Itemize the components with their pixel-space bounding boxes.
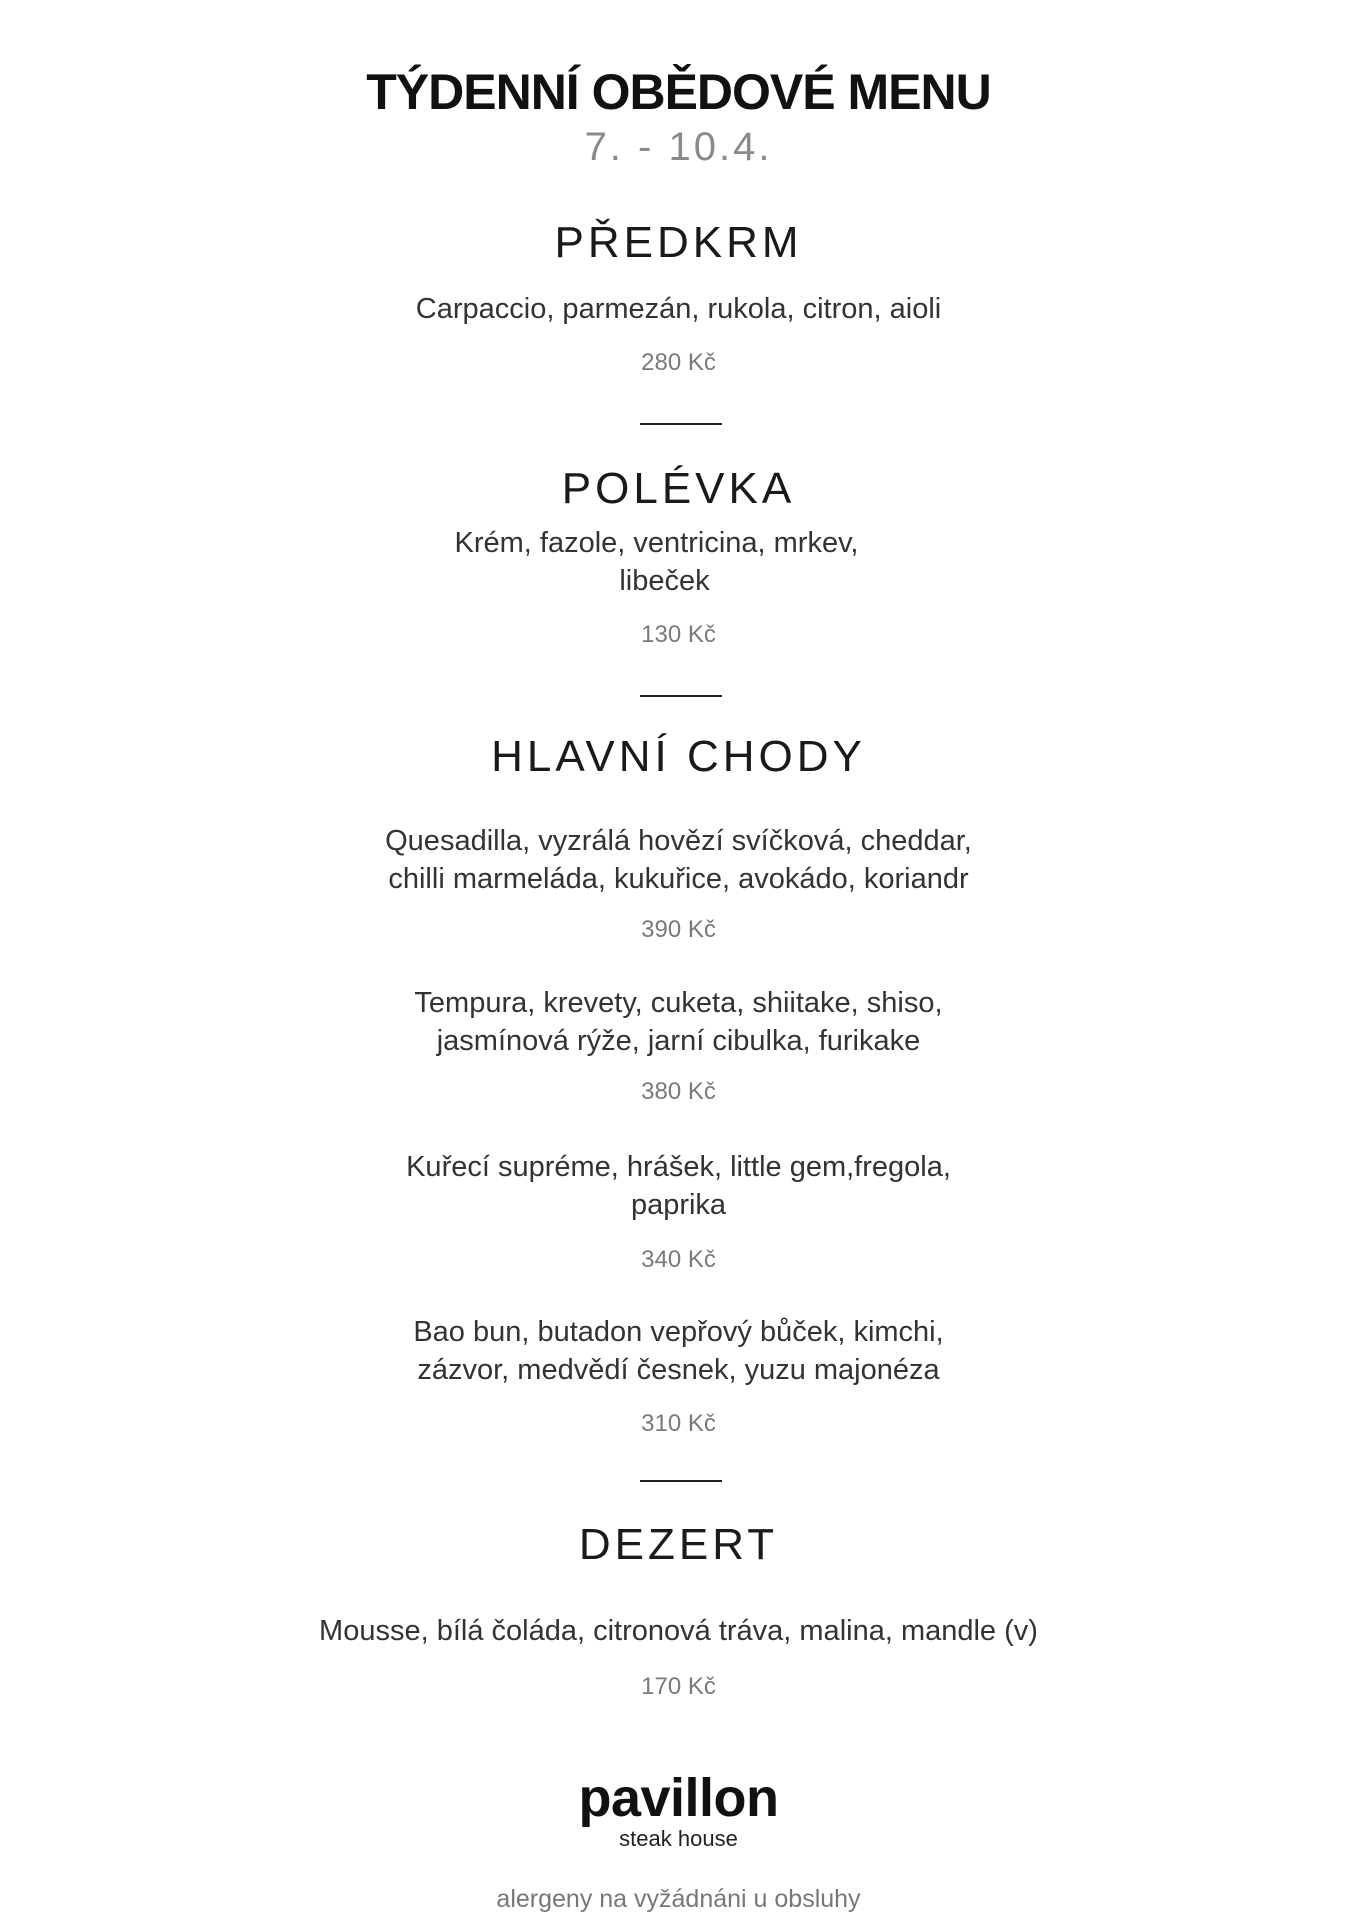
brand-logo-subtitle: steak house (619, 1826, 738, 1851)
dish-main-1-line2: chilli marmeláda, kukuřice, avokádo, koriandr (388, 863, 969, 895)
dish-main-4-line1: Bao bun, butadon vepřový bůček, kimchi, (413, 1316, 944, 1348)
menu-title: TÝDENNÍ OBĚDOVÉ MENU (366, 64, 991, 120)
dish-main-2-line2: jasmínová rýže, jarní cibulka, furikake (436, 1025, 921, 1057)
brand-logo: pavillon (578, 1768, 779, 1828)
menu-date: 7. - 10.4. (584, 125, 773, 169)
section-divider (640, 423, 722, 425)
dish-main-2-line1: Tempura, krevety, cuketa, shiitake, shiso, (414, 987, 943, 1019)
dish-soup-1-line1: Krém, fazole, ventricina, mrkev, (454, 527, 859, 559)
section-heading-mains: HLAVNÍ CHODY (491, 732, 866, 781)
section-divider (640, 695, 722, 697)
dish-starter-1: Carpaccio, parmezán, rukola, citron, aioli (415, 293, 942, 325)
price-main-3: 340 Kč (641, 1246, 716, 1273)
section-heading-soup: POLÉVKA (561, 464, 796, 513)
dish-main-3-line2: paprika (630, 1189, 727, 1221)
section-divider (640, 1480, 722, 1482)
price-main-2: 380 Kč (641, 1078, 716, 1105)
allergen-note: alergeny na vyžádnáni u obsluhy (496, 1885, 861, 1913)
dish-dessert-1: Mousse, bílá čoláda, citronová tráva, malina, mandle (v) (319, 1615, 1038, 1647)
dish-soup-1-line2: libeček (619, 565, 710, 597)
section-heading-starter: PŘEDKRM (554, 218, 803, 267)
section-heading-dessert: DEZERT (578, 1520, 779, 1569)
price-main-1: 390 Kč (641, 916, 716, 943)
price-main-4: 310 Kč (641, 1410, 716, 1437)
dish-main-3-line1: Kuřecí supréme, hrášek, little gem,fregola, (406, 1151, 951, 1183)
price-soup-1: 130 Kč (641, 621, 716, 648)
dish-main-4-line2: zázvor, medvědí česnek, yuzu majonéza (417, 1354, 940, 1386)
price-starter-1: 280 Kč (641, 349, 716, 376)
dish-main-1-line1: Quesadilla, vyzrálá hovězí svíčková, cheddar, (385, 825, 972, 857)
price-dessert-1: 170 Kč (641, 1673, 716, 1700)
